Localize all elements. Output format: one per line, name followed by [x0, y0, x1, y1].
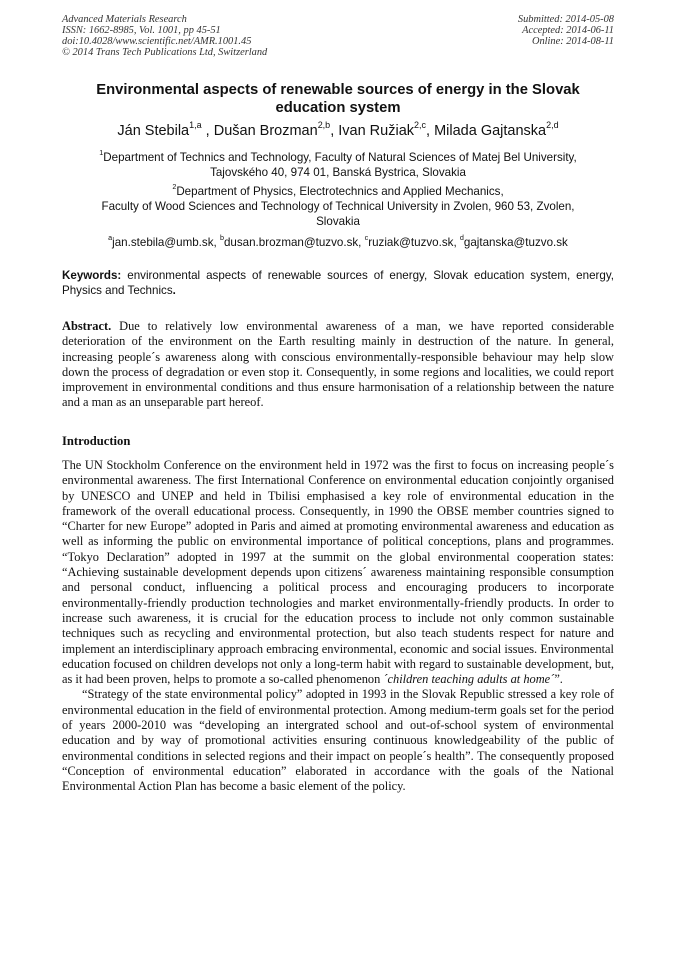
journal-header-left: [62, 14, 267, 58]
abstract-label: Abstract.: [62, 319, 112, 333]
paragraph-text: The UN Stockholm Conference on the environment held in 1972 was the first to focus on increasing people´s environmental awareness. The first International Conference on environmental education conjointly organised by UNESCO and UNEP and held in Tbilisi emphasised a key role of environmental education in the framework of the overall educational process. Consequently, in 1990 the OBSE member countries signed to “Charter for new Europe” adopted in Paris and aimed at promoting environmental awareness and education as well as informing the public on environmental importance of political conceptions, plans and programmes. “Tokyo Declaration” adopted in 1997 at the summit on the global environmental cooperation states: “Achieving sustainable development depends upon citizens´ awareness maintaining responsible consumption and personal conduct, influencing a political process and encouraging producers to incorporate environmentally-friendly production technologies and market environmentally-friendly products. In order to increase such awareness, it is crucial for the education process to include not only common sustainable techniques such as recycling and environmental protection, but also teach students respect for nature and implement an interdisciplinary approach embracing environmental, economic and social issues. Environmental education focused on children develops not only a long-term habit with regard to sustainable development, but, as it had been proven, helps to promote a so-called phenomenon: [62, 458, 614, 687]
affiliation-mark: 1: [99, 148, 104, 158]
author-list: Ján Stebila$^{1,a}$ , Dušan Brozman$^{2,b}$, Ivan Ružiak$^{2,c}$, Milada Gajtanska$^{2,d}$: [117, 120, 559, 139]
affiliation-line: Tajovského 40, 974 01, Banská Bystrica, Slovakia: [210, 166, 466, 179]
journal-name: Advanced Materials Research: [62, 14, 187, 25]
keywords-end: .: [172, 284, 176, 297]
affiliation-line: Slovakia: [316, 215, 360, 228]
author-emails: $^a$jan.stebila@umb.sk, $^b$dusan.brozman@tuzvo.sk, $^c$ruziak@tuzvo.sk, $^d$gajtanska@tuzvo.sk: [108, 233, 568, 249]
email-link[interactable]: gajtanska@tuzvo.sk: [463, 236, 568, 249]
author-affiliation-mark: 1,a: [189, 120, 202, 131]
online-date: Online: 2014-08-11: [531, 36, 614, 47]
author-name: Milada Gajtanska: [434, 123, 547, 139]
journal-doi: doi:10.4028/www.scientific.net/AMR.1001.45: [62, 36, 252, 47]
author-name: Ján Stebila: [117, 123, 190, 139]
accepted-date: Accepted: 2014-06-11: [522, 25, 614, 36]
introduction-paragraph-2: “Strategy of the state environmental policy” adopted in 1993 in the Slovak Republic stressed a key role of environmental education in the field of environmental protection. Among medium-term goals set for the period of years 2000-2010 was “developing an intergrated school and out-of-school system of environmental education and by way of promotional activities ensuring continuous knowledgeability of the public of environmental conditions in selected regions and their impact on people´s health”. The consequently proposed “Conception of environmental education” elaborated in accordance with the goals of the National Environmental Action Plan has become a basic element of the policy.: [62, 687, 614, 794]
journal-copyright: © 2014 Trans Tech Publications Ltd, Switzerland: [62, 47, 268, 58]
abstract-section: [62, 319, 614, 411]
email-link[interactable]: ruziak@tuzvo.sk: [368, 236, 454, 249]
introduction-heading: Introduction: [62, 434, 131, 448]
italic-phrase: ´children teaching adults at home´: [383, 672, 555, 687]
email-mark: a: [108, 233, 113, 243]
journal-header-right: [518, 14, 614, 47]
abstract-text: Due to relatively low environmental awareness of a man, we have reported considerable deterioration of the environment on the Earth resulting mainly in destruction of the nature. In general, increasing people´s awareness along with conscious environmentally-responsible behaviour may help slow down the process of degradation or even stop it. Consequently, in some regions and localities, we could report improvement in environmental conditions and thus ensure harmonisation of a relationship between the nature and a man as an unseparable part hereof.: [62, 319, 614, 410]
introduction-paragraph-1: [62, 458, 614, 687]
email-link[interactable]: dusan.brozman@tuzvo.sk: [223, 236, 359, 249]
author-affiliation-mark: 2,b: [317, 120, 331, 131]
paragraph-end: ”.: [554, 672, 563, 687]
affiliation-2: [62, 184, 614, 229]
keywords-section: [62, 268, 614, 298]
journal-issn: ISSN: 1662-8985, Vol. 1001, pp 45-51: [62, 25, 221, 36]
author-name: Dušan Brozman: [213, 123, 318, 139]
keywords-label: Keywords:: [62, 269, 122, 282]
introduction-section: [62, 458, 614, 795]
author-name: Ivan Ružiak: [338, 123, 415, 139]
author-affiliation-mark: 2,c: [414, 120, 427, 131]
affiliation-mark: 2: [172, 182, 177, 192]
email-link[interactable]: jan.stebila@umb.sk: [112, 236, 214, 249]
email-mark: d: [459, 233, 464, 243]
affiliation-1: [62, 150, 614, 180]
email-mark: c: [364, 233, 369, 243]
author-affiliation-mark: 2,d: [546, 120, 559, 131]
affiliation-line: Department of Technics and Technology, Faculty of Natural Sciences of Matej Bel University,: [103, 151, 577, 164]
affiliation-line: Faculty of Wood Sciences and Technology of Technical University in Zvolen, 960 53, Zvolen,: [101, 200, 575, 213]
paper-title: Environmental aspects of renewable sources of energy in the Slovak education system: [96, 82, 580, 116]
affiliation-line: Department of Physics, Electrotechnics and Applied Mechanics,: [176, 185, 504, 198]
keywords-text: environmental aspects of renewable sources of energy, Slovak education system, energy, Physics and Technics: [62, 269, 614, 297]
email-mark: b: [219, 233, 224, 243]
submitted-date: Submitted: 2014-05-08: [517, 14, 614, 25]
